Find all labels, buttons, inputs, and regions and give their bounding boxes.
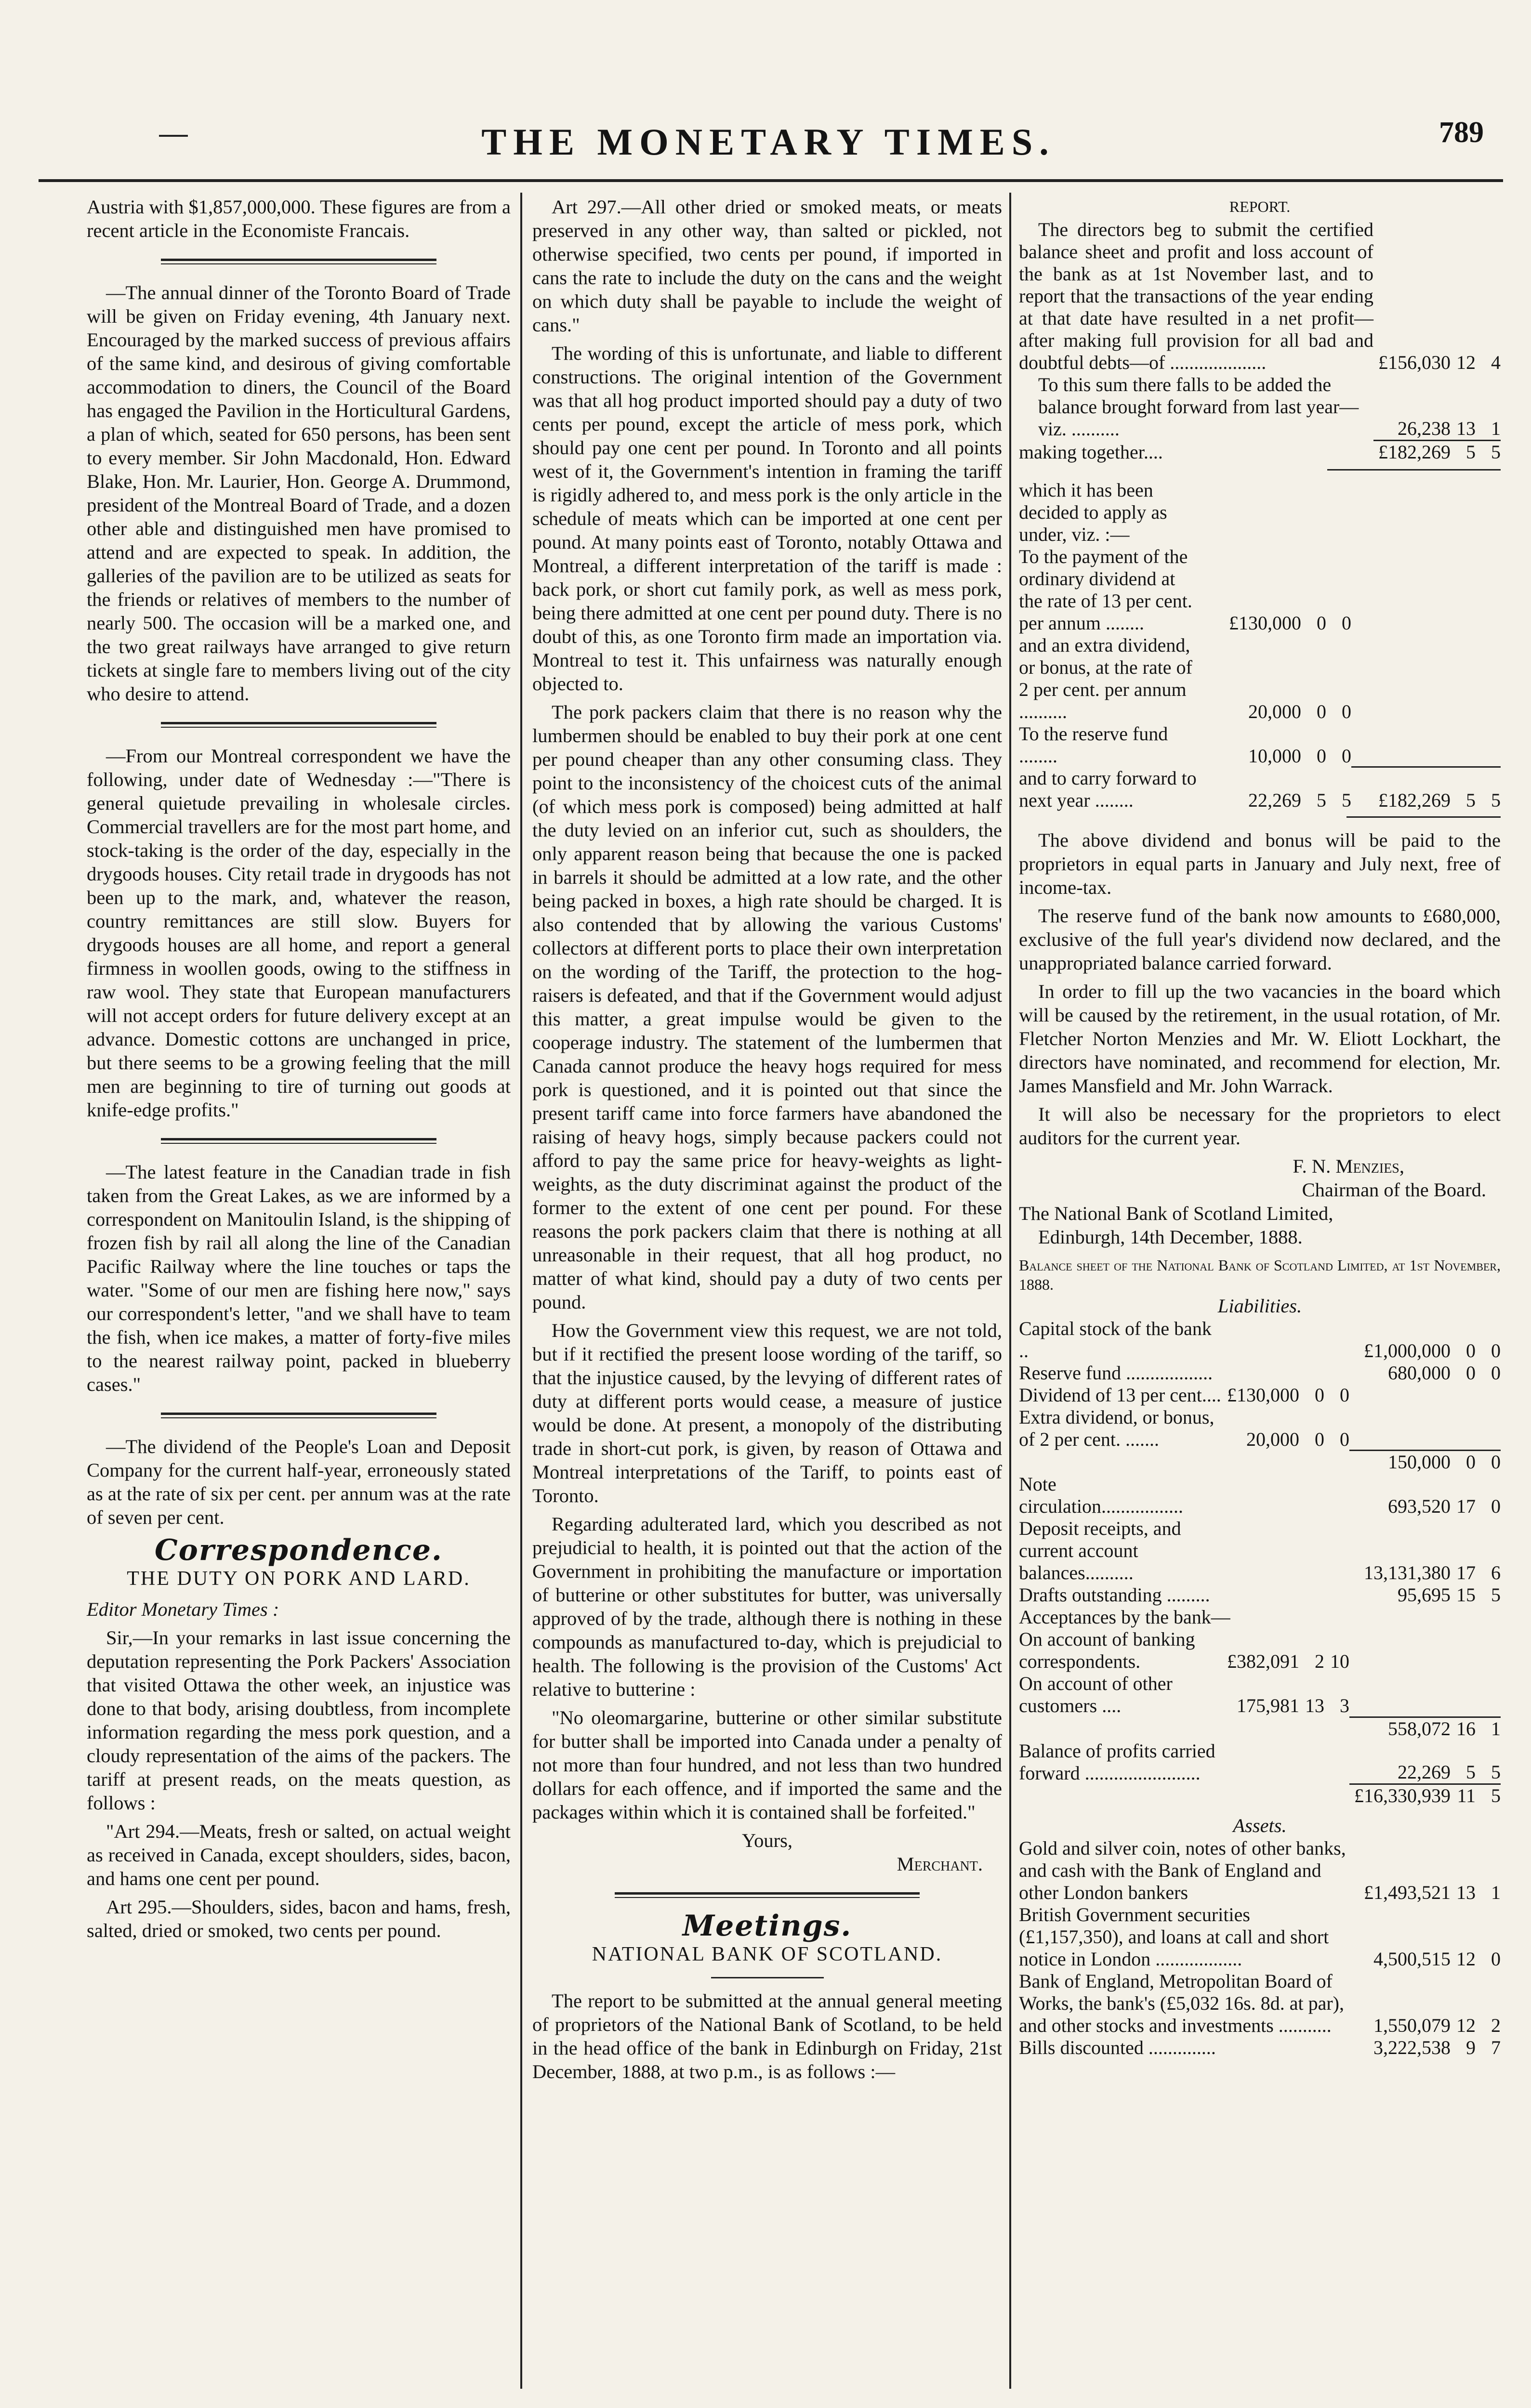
col1-paragraph-8: Art 295.—Shoulders, sides, bacon and hams, fresh, salted, dried or smoked, two cents per pound.: [87, 1896, 511, 1941]
shillings: 13: [1305, 1695, 1324, 1716]
shillings: 0: [1317, 700, 1326, 722]
pence: 1: [1491, 417, 1501, 439]
customers-label: On account of other customers ....: [1019, 1673, 1173, 1716]
making-together-label: making together....: [1019, 441, 1163, 463]
pence: 5: [1342, 789, 1351, 811]
amount: 26,238: [1398, 417, 1451, 439]
shillings: 12: [1456, 1948, 1476, 1970]
column-rule-2: [1009, 193, 1011, 2389]
amount: £1,000,000: [1364, 1339, 1451, 1361]
pence: 2: [1491, 2015, 1501, 2036]
signer-name: F. N. Menzies,: [1293, 1155, 1404, 1177]
amount: £130,000: [1227, 1384, 1299, 1406]
rule: [1346, 816, 1501, 818]
pence: 5: [1476, 1784, 1501, 1807]
liabilities-heading: Liabilities.: [1217, 1295, 1302, 1317]
shillings: 5: [1317, 789, 1326, 811]
place-line-1: The National Bank of Scotland Limited,: [1019, 1202, 1333, 1224]
divider-small: [711, 1977, 824, 1978]
col1-paragraph-4: —The latest feature in the Canadian trade in fish taken from the Great Lakes, as we are informed by a correspondent on Manitoulin Island, is the shipping of frozen fish by rail all along the line of the Canadian Pacific Railway where the line touches or taps the water. "Some of our men are fishing here now," says our correspondent's letter, "and we shall have to team the fish, when ice makes, a matter of forty-five miles to the nearest railway point, packed in blueberry cases.": [87, 1161, 511, 1395]
pence: 7: [1491, 2037, 1501, 2058]
liability-label: Reserve fund ..................: [1019, 1361, 1213, 1384]
dividend-label: Dividend of 13 per cent....: [1019, 1384, 1221, 1406]
amount: 22,269: [1398, 1761, 1451, 1783]
signer-title: Chairman of the Board.: [1302, 1178, 1486, 1201]
report-paragraph-4: In order to fill up the two vacancies in the board which will be caused by the retirement, in the usual rotation, of Mr. Fletcher Norton Menzies and Mr. W. Eliott Lockhart, the directors have nominated, and recommend for election, Mr. James Mansfield and Mr. John Warrack.: [1019, 980, 1501, 1097]
meetings-heading: Meetings.: [682, 1909, 852, 1943]
amount: 20,000: [1248, 700, 1301, 722]
pence: 0: [1491, 1361, 1501, 1384]
shillings: 13: [1456, 417, 1476, 439]
page-number: 789: [1439, 116, 1484, 149]
report-paragraph-1: The directors beg to submit the certified balance sheet and profit and loss account of the bank as at 1st November last, and to report that the transactions of the year ending at that date have resulted in a net profit—after making full provision for all bad and doubtful debts—of ....................: [1019, 219, 1373, 373]
shillings: 0: [1466, 1361, 1476, 1384]
amount: £182,269: [1373, 440, 1451, 463]
acceptances-label: Acceptances by the bank—: [1019, 1606, 1230, 1628]
correspondents-label: On account of banking correspondents.: [1019, 1628, 1195, 1672]
divider: [161, 1413, 436, 1418]
report-heading: REPORT.: [1229, 198, 1291, 215]
amount: 150,000: [1349, 1451, 1451, 1474]
shillings: 13: [1456, 1882, 1476, 1903]
divider: [161, 1138, 436, 1144]
amount: 10,000: [1248, 745, 1301, 767]
correspondence-heading: Correspondence.: [155, 1533, 443, 1567]
col2-paragraph-3: The pork packers claim that there is no reason why the lumbermen should be enabled to buy their pork at one cent per pound cheaper than any other consuming class. They point to the inconsistency of the choicest cuts of the animal (of which mess pork is composed) being admitted at half the duty levied on an inferior cut, such as shoulders, the only apparent reason being that because the one is packed in barrels it should be admitted at a low rate, and the other being packed in boxes, a high rate should be charged. It is also contended that by allowing the various Customs' collectors at different ports to place their own interpretation on the wording of the Tariff, the protection to the hog-raisers is defeated, and that if the Government would adjust this matter, a great impulse would be given to the cooperage industry. The statement of the lumbermen that Canada cannot produce the heavy hogs required for mess pork is questioned, and it is pointed out that since the present tariff came into force farmers have abandoned the raising of heavy hogs, simply because packers could not afford to pay the same price for heavy-weights as light-weights, as the duty discriminat against the product of the former to the extent of one cent per pound. For these reasons the pork packers claim that there is nothing at all unreasonable in their request, that all hog product, no matter of what kind, should pay a duty of two cents per pound.: [532, 701, 1002, 1313]
amount: 3,222,538: [1373, 2037, 1451, 2058]
page-header: [39, 116, 1498, 169]
pence: 1: [1476, 1717, 1501, 1740]
amount: £182,269: [1351, 767, 1451, 811]
pence: 0: [1342, 700, 1351, 722]
col1-paragraph-3: —From our Montreal correspondent we have the following, under date of Wednesday :—"There is general quietude prevailing in wholesale circles. Commercial travellers are for the most part home, and stock-taking is the order of the day, especially in the drygoods houses. City retail trade in drygoods has not been up to the mark, and, whatever the reason, country remittances are still slow. Buyers for drygoods houses are all home, and report a general firmness in woollen goods, owing to the stiffness in raw wool. They state that European manufacturers will not accept orders for future delivery except at an advance. Domestic cottons are unchanged in price, but there seems to be a growing feeling that the mill men are beginning to tire of turning out goods at knife-edge profits.": [87, 745, 511, 1121]
balance-profits-label: Balance of profits carried forward ........................: [1019, 1740, 1215, 1784]
amount: 558,072: [1349, 1717, 1451, 1740]
asset-label: Bills discounted ..............: [1019, 2037, 1216, 2058]
assets-heading: Assets.: [1233, 1815, 1287, 1836]
liability-label: Deposit receipts, and current account balances..........: [1019, 1518, 1181, 1584]
shillings: 0: [1317, 612, 1326, 634]
col2-paragraph-7: The report to be submitted at the annual general meeting of proprietors of the National Bank of Scotland, to be held in the head office of the bank in Edinburgh on Friday, 21st December, 1888, at two p.m., is as follows :—: [532, 1990, 1002, 2082]
shillings: 0: [1315, 1384, 1324, 1406]
pence: 0: [1491, 1339, 1501, 1361]
column-2: [532, 195, 1002, 2088]
pence: 5: [1476, 440, 1501, 463]
amount: £382,091: [1227, 1650, 1299, 1672]
amount: 693,520: [1388, 1495, 1451, 1517]
pence: 0: [1342, 612, 1351, 634]
rule: [1327, 469, 1501, 471]
col2-paragraph-1: Art 297.—All other dried or smoked meats, or meats preserved in any other way, than salted or pickled, not otherwise specified, two cents per pound, if imported in cans the rate to include the duty on the cans and the weight on which duty shall be payable to include the weight of cans.": [532, 196, 1002, 336]
masthead-title: THE MONETARY TIMES.: [481, 121, 1056, 163]
liability-label: Capital stock of the bank ..: [1019, 1317, 1212, 1361]
pence: 0: [1476, 1451, 1501, 1474]
applied-row-label: To the reserve fund ........: [1019, 722, 1168, 767]
divider: [615, 1892, 920, 1898]
extra-dividend-label: Extra dividend, or bonus, of 2 per cent. .......: [1019, 1406, 1214, 1450]
amount: £156,030: [1378, 352, 1451, 373]
shillings: 0: [1317, 745, 1326, 767]
amount: 95,695: [1398, 1584, 1451, 1606]
amount: 680,000: [1388, 1361, 1451, 1384]
applied-label: which it has been decided to apply as under, viz. :—: [1019, 479, 1167, 545]
shillings: 5: [1451, 440, 1476, 463]
amount: 22,269: [1248, 789, 1301, 811]
report-paragraph-2: The above dividend and bonus will be paid to the proprietors in equal parts in January and July next, free of income-tax.: [1019, 829, 1501, 898]
liability-label: Note circulation.................: [1019, 1473, 1184, 1517]
col2-paragraph-5: Regarding adulterated lard, which you described as not prejudicial to health, it is pointed out that the action of the Government in prohibiting the manufacture or importation of butterine or other substitutes for butter, was universally approved of by the trade, although there is nothing in these compounds as manufactured to-day, which is prejudicial to health. The following is the provision of the Customs' Act relative to butterine :: [532, 1513, 1002, 1700]
shillings: 17: [1456, 1562, 1476, 1584]
header-rule: [39, 179, 1503, 182]
balance-sheet-heading: Balance sheet of the National Bank of Scotland Limited, at 1st November, 1888.: [1019, 1256, 1501, 1293]
letter-signature: Merchant.: [897, 1853, 983, 1875]
liability-label: Drafts outstanding .........: [1019, 1584, 1210, 1606]
pence: 0: [1491, 1495, 1501, 1517]
col2-paragraph-2: The wording of this is unfortunate, and liable to different constructions. The original intention of the Government was that all hog product imported should pay a duty of two cents per pound, except the article of mess pork, which should pay one cent per pound. In Toronto and all points west of it, the Government's intention in framing the tariff is rigidly adhered to, and mess pork is the only article in the schedule of meats which can be imported at one cent per pound. At many points east of Toronto, notably Ottawa and Montreal, a different interpretation of the tariff is made : back pork, or short cut family pork, as well as mess pork, being there admitted at one cent per pound duty. There is no doubt of this, as one Toronto firm made an importation via. Montreal to test it. This unfairness was naturally enough objected to.: [532, 342, 1002, 694]
shillings: 2: [1315, 1650, 1324, 1672]
pence: 6: [1491, 1562, 1501, 1584]
column-3: [1019, 195, 1501, 2059]
pence: 1: [1491, 1882, 1501, 1903]
pence: 3: [1340, 1695, 1349, 1716]
shillings: 12: [1456, 352, 1476, 373]
col1-paragraph-6: Sir,—In your remarks in last issue concerning the deputation representing the Pork Packers' Association that visited Ottawa the other week, an injustice was done to that body, arising doubtless, from incomplete information regarding the mess pork question, and a cloudy representation of the aims of the packers. The tariff at present reads, on the meats question, as follows :: [87, 1627, 511, 1814]
editor-line: Editor Monetary Times :: [87, 1598, 279, 1620]
pence: 5: [1491, 1761, 1501, 1783]
added-label: To this sum there falls to be added the balance brought forward from last year—viz. ..........: [1038, 374, 1359, 440]
shillings: 5: [1466, 1761, 1476, 1783]
report-paragraph-5: It will also be necessary for the proprietors to elect auditors for the current year.: [1019, 1103, 1501, 1149]
shillings: 12: [1456, 2015, 1476, 2036]
bank-heading: NATIONAL BANK OF SCOTLAND.: [592, 1943, 943, 1965]
col1-paragraph-5: —The dividend of the People's Loan and Deposit Company for the current half-year, erroneously stated as at the rate of six per cent. per annum was at the rate of seven per cent.: [87, 1436, 511, 1528]
pence: 4: [1491, 352, 1501, 373]
applied-row-label: To the payment of the ordinary dividend at the rate of 13 per cent. per annum ........: [1019, 545, 1192, 634]
amount: 20,000: [1246, 1428, 1299, 1450]
shillings: 5: [1451, 767, 1476, 811]
applied-row-label: and to carry forward to next year ........: [1019, 767, 1197, 811]
divider: [161, 259, 436, 264]
applied-row-label: and an extra dividend, or bonus, at the rate of 2 per cent. per annum ..........: [1019, 634, 1192, 722]
report-profit-table: [1019, 219, 1501, 463]
amount: £16,330,939: [1349, 1784, 1451, 1807]
amount: 1,550,079: [1373, 2015, 1451, 2036]
shillings: 0: [1451, 1451, 1476, 1474]
pence: 0: [1340, 1428, 1349, 1450]
shillings: 17: [1456, 1495, 1476, 1517]
amount: 13,131,380: [1364, 1562, 1451, 1584]
shillings: 0: [1466, 1339, 1476, 1361]
asset-label: British Government securities (£1,157,350), and loans at call and short notice in London ..................: [1019, 1904, 1329, 1970]
amount: 4,500,515: [1373, 1948, 1451, 1970]
asset-label: Bank of England, Metropolitan Board of Works, the bank's (£5,032 16s. 8d. at par), and other stocks and investments ...........: [1019, 1970, 1344, 2036]
amount: £130,000: [1229, 612, 1301, 634]
pence: 0: [1340, 1384, 1349, 1406]
column-1: [87, 195, 511, 1947]
amount: £1,493,521: [1364, 1882, 1451, 1903]
shillings: 9: [1466, 2037, 1476, 2058]
application-table: [1019, 479, 1501, 811]
asset-label: Gold and silver coin, notes of other banks, and cash with the Bank of England and other London bankers: [1019, 1837, 1346, 1903]
pence: 0: [1342, 745, 1351, 767]
col2-paragraph-4: How the Government view this request, we are not told, but if it rectified the present loose wording of the tariff, so that the injustice caused, by the levying of different rates of duty at different ports would cease, a measure of justice would be done. At present, a monopoly of the distributing trade in short-cut pork, is given, by reason of Ottawa and Montreal interpretations of the Tariff, to points east of Toronto.: [532, 1320, 1002, 1506]
col1-paragraph-1: Austria with $1,857,000,000. These figures are from a recent article in the Economiste Francais.: [87, 196, 511, 241]
col2-paragraph-6: "No oleomargarine, butterine or other similar substitute for butter shall be imported into Canada under a penalty of not more than four hundred, and not less than two hundred dollars for each offence, and if imported the same and the packages within which it is contained shall be forfeited.": [532, 1707, 1002, 1823]
shillings: 0: [1315, 1428, 1324, 1450]
letter-closing: Yours,: [741, 1830, 793, 1851]
pence: 5: [1476, 767, 1501, 811]
assets-table: [1019, 1837, 1501, 2059]
report-paragraph-3: The reserve fund of the bank now amounts to £680,000, exclusive of the full year's dividend now declared, and the unappropriated balance carried forward.: [1019, 904, 1501, 974]
pence: 10: [1330, 1650, 1349, 1672]
pence: 0: [1491, 1948, 1501, 1970]
divider: [161, 722, 436, 728]
column-rule-1: [520, 193, 522, 2389]
col1-paragraph-7: "Art 294.—Meats, fresh or salted, on actual weight as received in Canada, except shoulders, sides, bacon, and hams one cent per pound.: [87, 1820, 511, 1889]
shillings: 15: [1456, 1584, 1476, 1606]
liabilities-table: [1019, 1318, 1501, 1807]
amount: 175,981: [1237, 1695, 1299, 1716]
col1-paragraph-2: —The annual dinner of the Toronto Board of Trade will be given on Friday evening, 4th January next. Encouraged by the marked success of previous affairs of the same kind, and desirous of giving comfortable accommodation to diners, the Council of the Board has engaged the Pavilion in the Horticultural Gardens, a plan of which, seated for 650 persons, has been sent to every member. Sir John Macdonald, Hon. Edward Blake, Hon. Mr. Laurier, Hon. George A. Drummond, president of the Montreal Board of Trade, and a dozen other able and distinguished men have promised to attend and are expected to speak. In addition, the galleries of the pavilion are to be utilized as seats for the friends or relatives of members to the number of nearly 500. The occasion will be a marked one, and the two great railways have arranged to give return tickets at single fare to members living out of the city who desire to attend.: [87, 282, 511, 705]
shillings: 16: [1451, 1717, 1476, 1740]
shillings: 11: [1451, 1784, 1476, 1807]
place-line-2: Edinburgh, 14th December, 1888.: [1038, 1226, 1303, 1248]
pence: 5: [1491, 1584, 1501, 1606]
duty-heading: THE DUTY ON PORK AND LARD.: [127, 1568, 471, 1590]
